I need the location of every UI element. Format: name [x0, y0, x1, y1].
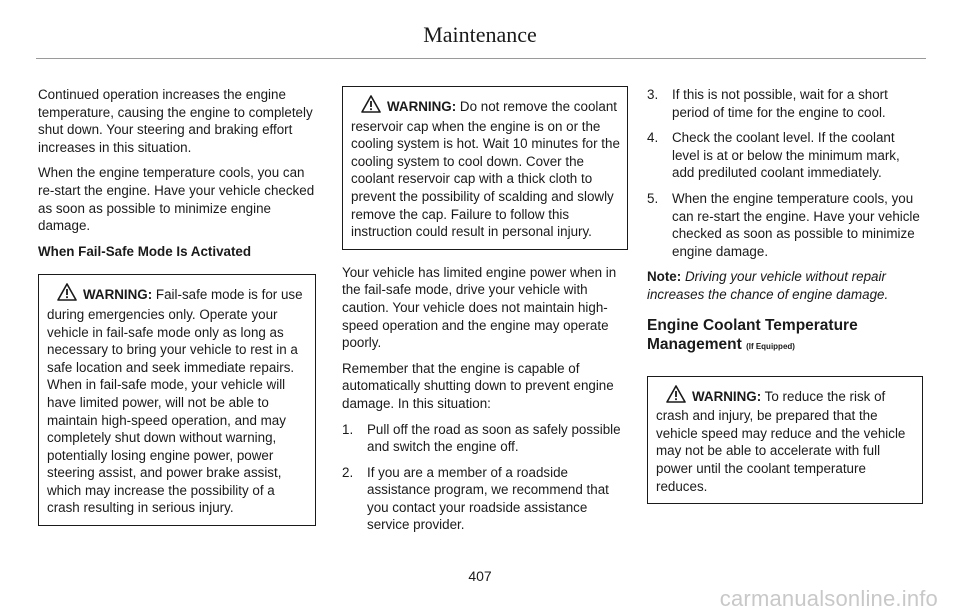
warning-triangle-icon — [361, 95, 381, 118]
step-text: If you are a member of a roadside assistance program, we recommend that you contact your roadside assistance service provider. — [367, 464, 609, 533]
step-number: 2. — [342, 464, 354, 480]
step-text: Pull off the road as soon as safely possible and switch the engine off. — [367, 421, 621, 455]
paragraph: Your vehicle has limited engine power when in the fail-safe mode, drive your vehicle with caution. Your vehicle does not maintain high-speed operation and the engine may operate poorly. — [342, 264, 617, 351]
list-item — [647, 86, 923, 121]
warning-label: WARNING: — [692, 388, 762, 404]
section-heading — [647, 316, 923, 356]
section-heading-text: Engine Coolant Temperature Management — [647, 316, 858, 353]
subheading: When Fail-Safe Mode Is Activated — [38, 243, 252, 259]
warning-text: Fail-safe mode is for use during emergencies only. Operate your vehicle in fail-safe mode only as long as necessary to bring your vehicle to rest in a safe location and seek immediate repairs. When in fail-safe mode, your vehicle will have limited power, will not be able to maintain high-speed operation, and may completely shut down without warning, potentially losing engine power, power steering assist, and power brake assist, which may increase the possibility of a crash resulting in serious injury. — [47, 287, 303, 516]
paragraph: When the engine temperature cools, you can re-start the engine. Have your vehicle checked as soon as possible to minimize engine damage. — [38, 165, 315, 234]
warning-label: WARNING: — [83, 287, 153, 303]
warning-box — [38, 274, 316, 526]
steps-list — [647, 86, 923, 260]
warning-box — [342, 86, 628, 250]
list-item — [342, 464, 628, 534]
list-item — [647, 129, 923, 182]
list-item — [342, 421, 628, 456]
watermark: carmanualsonline.info — [719, 586, 938, 611]
page-title: Maintenance — [423, 22, 537, 47]
warning-text: To reduce the risk of crash and injury, be prepared that the vehicle speed may reduce and the vehicle may not be able to accelerate with full power until the coolant temperature reduces. — [656, 388, 906, 494]
warning-label: WARNING: — [387, 99, 457, 114]
steps-list — [342, 421, 628, 535]
column-1 — [38, 86, 316, 538]
note-label: Note: — [647, 269, 682, 285]
section-heading-suffix: (If Equipped) — [746, 341, 795, 351]
paragraph: Remember that the engine is capable of automatically shutting down to prevent engine damage. In this situation: — [342, 360, 614, 411]
step-number: 3. — [647, 87, 659, 102]
step-number: 5. — [647, 190, 659, 206]
step-text: If this is not possible, wait for a short period of time for the engine to cool. — [672, 87, 888, 120]
warning-text: Do not remove the coolant reservoir cap when the engine is on or the cooling system is hot. Wait 10 minutes for the cooling system to cool down. Cover the coolant reservoir cap with a thick cloth to prevent the possibility of scalding and slowly remove the cap. Failure to follow this instruction could result in personal injury. — [351, 99, 620, 240]
warning-box — [647, 376, 923, 505]
list-item — [647, 190, 923, 260]
page-number: 407 — [468, 568, 492, 584]
warning-triangle-icon — [666, 385, 686, 408]
step-number: 1. — [342, 421, 354, 437]
step-text: Check the coolant level. If the coolant level is at or below the minimum mark, add prediluted coolant immediately. — [672, 130, 900, 181]
step-text: When the engine temperature cools, you can re-start the engine. Have your vehicle checked as soon as possible to minimize engine damage. — [672, 190, 920, 259]
column-3 — [647, 86, 923, 516]
header-divider — [36, 58, 926, 59]
paragraph: Continued operation increases the engine temperature, causing the engine to completely shut down. Your steering and braking effort increases in this situation. — [38, 87, 313, 155]
column-2 — [342, 86, 628, 542]
step-number: 4. — [647, 130, 659, 146]
warning-triangle-icon — [57, 283, 77, 306]
note — [647, 268, 923, 303]
note-text: Driving your vehicle without repair increases the chance of engine damage. — [647, 269, 889, 302]
